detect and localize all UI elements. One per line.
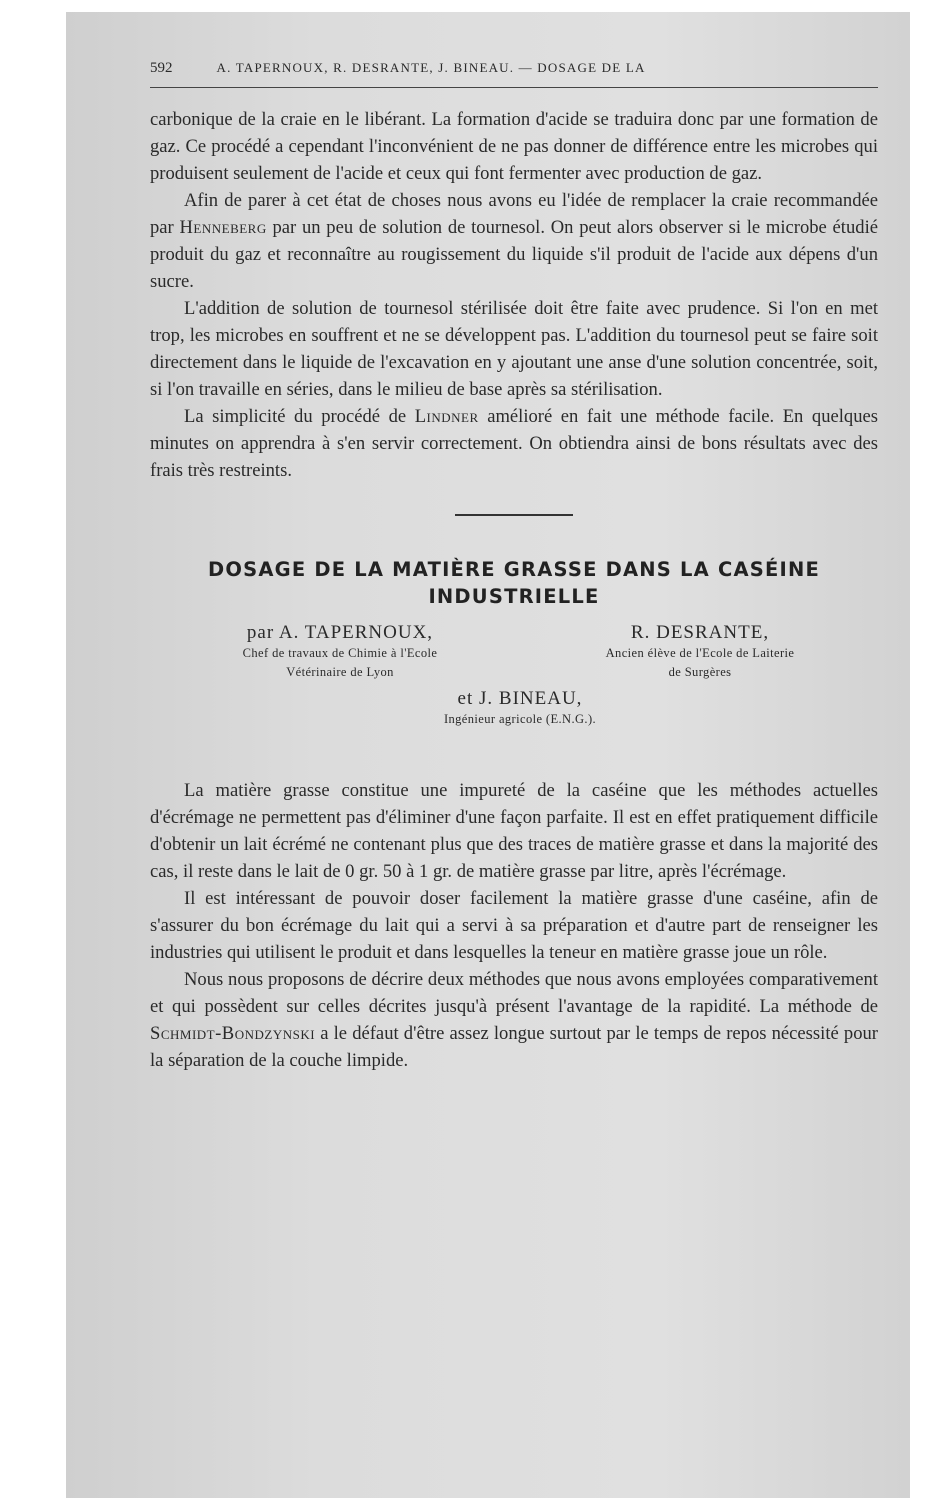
author-affiliation: Ancien élève de l'Ecole de Laiterie: [605, 646, 795, 660]
page-content: [150, 60, 878, 1074]
article-title: [150, 556, 878, 610]
author-name-henneberg: Henneberg: [179, 217, 267, 238]
author-bineau: [370, 688, 670, 729]
paragraph: [150, 966, 878, 1074]
author-name: et J. BINEAU,: [457, 688, 583, 709]
author-name: par A. TAPERNOUX,: [246, 622, 434, 643]
running-head: A. TAPERNOUX, R. DESRANTE, J. BINEAU. — DOSAGE DE LA: [216, 60, 646, 75]
text-run: La simplicité du procédé de: [184, 406, 415, 427]
section-divider: [455, 514, 573, 516]
paragraph: [150, 403, 878, 484]
author-name: R. DESRANTE,: [630, 622, 770, 643]
author-tapernoux: [170, 622, 510, 682]
article-body: [150, 777, 878, 1074]
author-affiliation: Ingénieur agricole (E.N.G.).: [443, 712, 597, 726]
text-run: Nous nous proposons de décrire deux méthodes que nous avons employées comparativement et qui possèdent sur celles décrites jusqu'à présent l'avantage de la rapidité. La méthode de: [150, 969, 878, 1017]
text-run: par un peu de solution de tournesol. On peut alors observer si le microbe étudié produit du gaz et reconnaître au rougissement du liquide s'il produit de l'acide aux dépens d'un sucre.: [150, 217, 878, 292]
method-name-schmidt-bondzynski: Schmidt-Bondzynski: [150, 1023, 316, 1044]
title-line: DOSAGE DE LA MATIÈRE GRASSE DANS LA CASÉINE: [207, 558, 821, 581]
paragraph: [150, 187, 878, 295]
author-block: [150, 622, 878, 747]
author-desrante: [540, 622, 860, 682]
text-run: Afin de parer à cet état de choses nous avons eu l'idée de remplacer la craie recommandée par: [150, 190, 878, 238]
text-run: amélioré en fait une méthode facile. En quelques minutes on apprendra à s'en servir correctement. On obtiendra ainsi de bons résultats avec des frais très restreints.: [150, 406, 878, 481]
running-header: [150, 60, 878, 88]
paragraph: La matière grasse constitue une impureté de la caséine que les méthodes actuelles d'écrémage ne permettent pas d'éliminer d'une façon parfaite. Il est en effet pratiquement difficile d'obtenir un lait écrémé ne contenant plus que des traces de matière grasse et dans la majorité des cas, il reste dans le lait de 0 gr. 50 à 1 gr. de matière grasse par litre, après l'écrémage.: [150, 780, 878, 882]
text-run: a le défaut d'être assez longue surtout par le temps de repos nécessité pour la séparation de la couche limpide.: [150, 1023, 878, 1071]
paragraph: carbonique de la craie en le libérant. La formation d'acide se traduira donc par une formation de gaz. Ce procédé a cependant l'inconvénient de ne pas donner de différence entre les microbes qui produisent seulement de l'acide et ceux qui font fermenter avec production de gaz.: [150, 109, 878, 184]
author-affiliation: de Surgères: [668, 665, 732, 679]
title-line: INDUSTRIELLE: [428, 585, 600, 608]
author-affiliation: Vétérinaire de Lyon: [286, 665, 394, 679]
previous-article-ending: [150, 106, 878, 484]
paragraph: Il est intéressant de pouvoir doser facilement la matière grasse d'une caséine, afin de s'assurer du bon écrémage du lait qui a servi à sa préparation et d'autre part de renseigner les industries qui utilisent le produit et dans lesquelles la teneur en matière grasse joue un rôle.: [150, 888, 878, 963]
page-number: 592: [150, 60, 173, 76]
paragraph: L'addition de solution de tournesol stérilisée doit être faite avec prudence. Si l'on en met trop, les microbes en souffrent et ne se développent pas. L'addition du tournesol peut se faire soit directement dans le liquide de l'excavation en y ajoutant une anse d'une solution concentrée, soit, si l'on travaille en séries, dans le milieu de base après sa stérilisation.: [150, 298, 878, 400]
author-name-lindner: Lindner: [414, 406, 479, 427]
author-affiliation: Chef de travaux de Chimie à l'Ecole: [242, 646, 438, 660]
